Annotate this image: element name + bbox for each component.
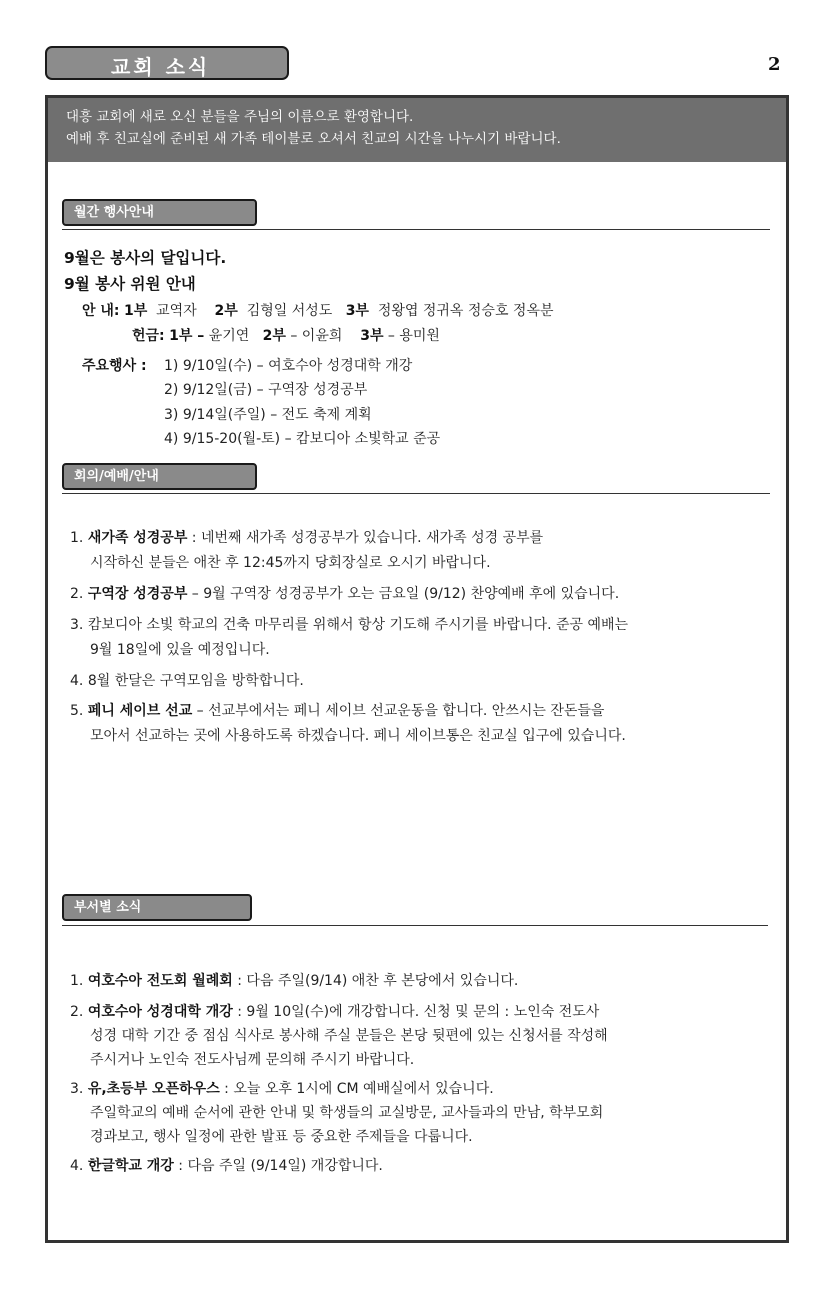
volunteer-heading: 9월 봉사 위원 안내 [64, 275, 196, 293]
item-text: – 선교부에서는 페니 세이브 선교운동을 합니다. 안쓰시는 잔돈들을 [192, 703, 605, 719]
item-text: : 9월 10일(수)에 개강합니다. 신청 및 문의 : 노인숙 전도사 [232, 1004, 600, 1020]
event-item: 1) 9/10일(수) – 여호수아 성경대학 개강 [164, 358, 413, 374]
guide-names-1: 교역자 [156, 303, 197, 319]
offering-service-1: 1부 – [169, 328, 205, 344]
item-heading: 한글학교 개강 [87, 1158, 174, 1174]
item-continuation: 모아서 선교하는 곳에 사용하도록 하겠습니다. 페니 세이브통은 친교실 입구에 있습니다. [90, 728, 626, 744]
section-divider [62, 229, 770, 230]
item-continuation: 시작하신 분들은 애찬 후 12:45까지 당회장실로 오시기 바랍니다. [90, 555, 491, 571]
item-heading: 새가족 성경공부 [87, 530, 188, 546]
welcome-banner [48, 98, 786, 162]
item-text: – 9월 구역장 성경공부가 오는 금요일 (9/12) 찬양예배 후에 있습니다. [187, 586, 620, 602]
event-item: 4) 9/15-20(월-토) – 캄보디아 소빛학교 준공 [164, 431, 441, 447]
item-text: : 네번째 새가족 성경공부가 있습니다. 새가족 성경 공부를 [187, 530, 544, 546]
list-item [70, 670, 304, 690]
item-number: 2. [70, 1004, 84, 1020]
events-label: 주요행사 : [82, 358, 147, 374]
list-item [70, 583, 619, 603]
item-text: 캄보디아 소빛 학교의 건축 마무리를 위해서 항상 기도해 주시기를 바랍니다. 준공 예배는 [87, 617, 629, 633]
offering-label: 헌금: [132, 328, 165, 344]
item-continuation: 주일학교의 예배 순서에 관한 안내 및 학생들의 교실방문, 교사들과의 만남, 학부모회 [90, 1105, 604, 1121]
item-number: 3. [70, 617, 84, 633]
welcome-line-1: 대흥 교회에 새로 오신 분들을 주님의 이름으로 환영합니다. [66, 109, 414, 125]
list-item [70, 527, 543, 547]
item-continuation: 경과보고, 행사 일정에 관한 발표 등 중요한 주제들을 다룹니다. [90, 1129, 473, 1145]
section-title: 회의/예배/안내 [74, 469, 159, 484]
item-heading: 여호수아 성경대학 개강 [87, 1004, 233, 1020]
list-item [70, 1155, 383, 1175]
offering-names-1: 윤기연 [208, 328, 250, 344]
item-text: : 오늘 오후 1시에 CM 예배실에서 있습니다. [219, 1081, 494, 1097]
list-item [70, 970, 518, 990]
page-title-tab [45, 46, 289, 80]
guide-row [82, 300, 554, 320]
item-heading: 구역장 성경공부 [87, 586, 188, 602]
event-item: 2) 9/12일(금) – 구역장 성경공부 [164, 382, 368, 398]
guide-service-3: 3부 [345, 303, 369, 319]
section-divider [62, 493, 770, 494]
list-item [70, 1078, 494, 1098]
offering-row [132, 325, 440, 345]
item-number: 2. [70, 586, 84, 602]
item-continuation: 9월 18일에 있을 예정입니다. [90, 642, 270, 658]
guide-label: 안 내: [82, 303, 120, 319]
offering-names-2: – 이윤희 [290, 328, 343, 344]
section-tab-monthly [62, 199, 257, 226]
section-title: 월간 행사안내 [74, 205, 154, 220]
welcome-line-2: 예배 후 친교실에 준비된 새 가족 테이블로 오셔서 친교의 시간을 나누시기 바랍니다. [66, 131, 561, 147]
list-item [70, 1001, 599, 1021]
offering-service-2: 2부 [262, 328, 286, 344]
item-text: : 다음 주일(9/14) 애찬 후 본당에서 있습니다. [232, 973, 519, 989]
monthly-heading: 9월은 봉사의 달입니다. [64, 249, 227, 267]
item-number: 4. [70, 1158, 84, 1174]
offering-service-3: 3부 [360, 328, 384, 344]
item-heading: 유,초등부 오픈하우스 [87, 1081, 220, 1097]
item-number: 1. [70, 530, 84, 546]
item-heading: 페니 세이브 선교 [87, 703, 193, 719]
section-tab-department [62, 894, 252, 921]
item-number: 1. [70, 973, 84, 989]
item-continuation: 주시거나 노인숙 전도사님께 문의해 주시기 바랍니다. [90, 1052, 415, 1068]
guide-service-2: 2부 [214, 303, 238, 319]
guide-names-3: 정왕엽 정귀옥 정승호 정옥분 [377, 303, 554, 319]
item-number: 3. [70, 1081, 84, 1097]
item-text: 8월 한달은 구역모임을 방학합니다. [87, 673, 304, 689]
event-item: 3) 9/14일(주일) – 전도 축제 계획 [164, 407, 372, 423]
guide-service-1: 1부 [123, 303, 148, 319]
section-tab-meeting [62, 463, 257, 490]
offering-names-3: – 용미원 [387, 328, 440, 344]
section-title: 부서별 소식 [74, 900, 142, 915]
item-number: 5. [70, 703, 84, 719]
guide-names-2: 김형일 서성도 [246, 303, 333, 319]
item-heading: 여호수아 전도회 월례회 [87, 973, 233, 989]
item-continuation: 성경 대학 기간 중 점심 식사로 봉사해 주실 분들은 본당 뒷편에 있는 신청서를 작성해 [90, 1028, 608, 1044]
list-item [70, 700, 604, 720]
section-divider [62, 925, 768, 926]
page-title: 교회 소식 [111, 55, 211, 79]
list-item [70, 614, 628, 634]
page-number: 2 [768, 54, 781, 75]
item-text: : 다음 주일 (9/14일) 개강합니다. [173, 1158, 383, 1174]
item-number: 4. [70, 673, 84, 689]
